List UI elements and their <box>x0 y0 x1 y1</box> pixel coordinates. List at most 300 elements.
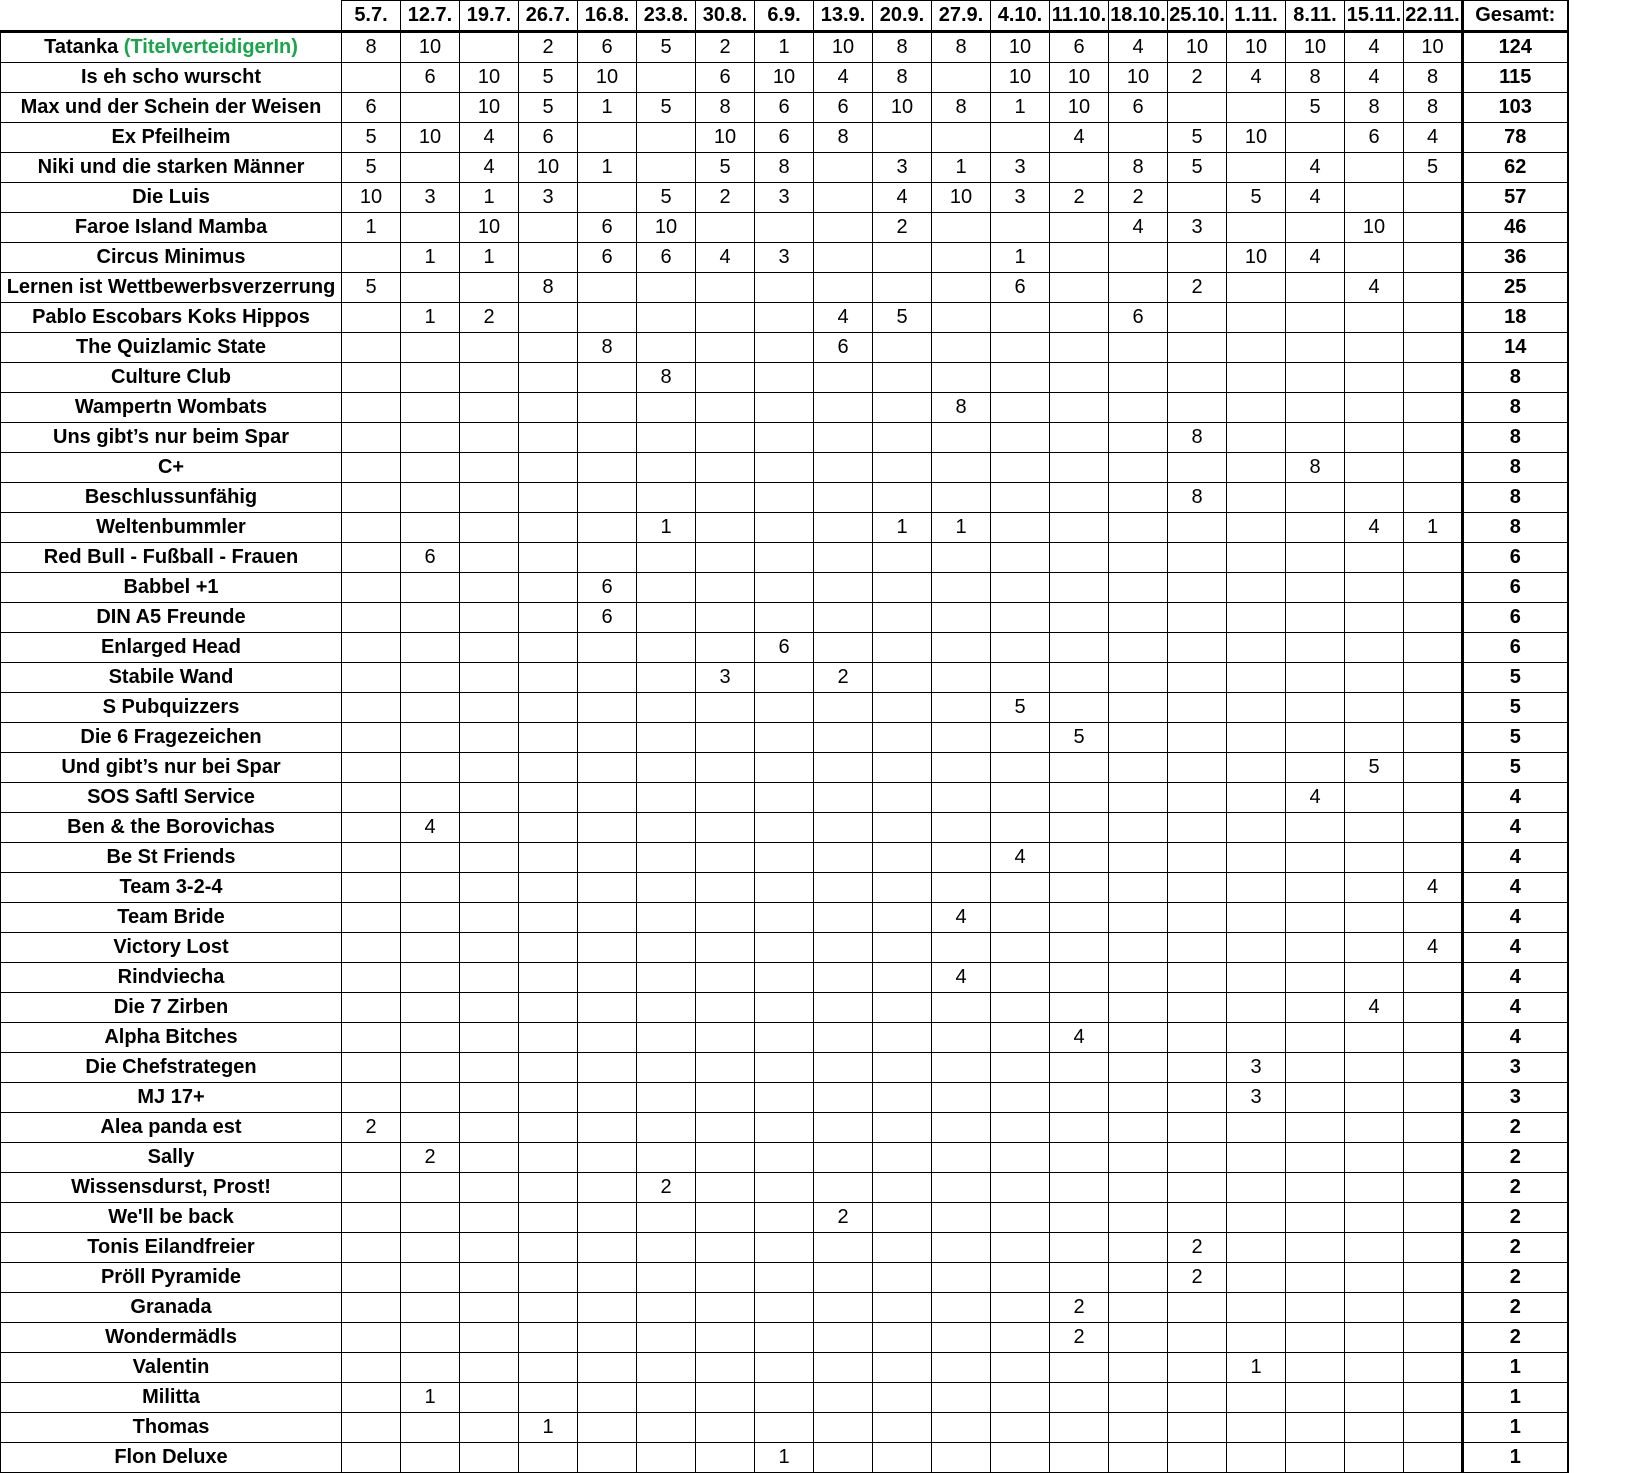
score-cell: 6 <box>1050 32 1109 63</box>
total-cell: 124 <box>1463 32 1568 63</box>
score-cell <box>696 843 755 873</box>
score-cell: 5 <box>1168 123 1227 153</box>
score-cell <box>1345 1113 1404 1143</box>
score-cell <box>1050 273 1109 303</box>
score-cell <box>519 663 578 693</box>
score-cell <box>578 723 637 753</box>
score-cell: 4 <box>1345 32 1404 63</box>
score-cell: 10 <box>932 183 991 213</box>
score-cell: 2 <box>696 183 755 213</box>
table-row <box>1 32 1568 63</box>
score-cell <box>519 603 578 633</box>
score-cell <box>1050 213 1109 243</box>
score-cell <box>696 213 755 243</box>
score-cell: 4 <box>814 303 873 333</box>
score-cell <box>814 573 873 603</box>
score-cell <box>1109 903 1168 933</box>
score-cell <box>932 1023 991 1053</box>
table-row <box>1 723 1568 753</box>
score-cell <box>519 1143 578 1173</box>
score-cell <box>1404 243 1463 273</box>
team-name-cell <box>1 213 342 243</box>
score-cell: 8 <box>1286 63 1345 93</box>
team-name: Alea panda est <box>100 1116 242 1138</box>
score-cell <box>696 963 755 993</box>
score-cell <box>401 1113 460 1143</box>
score-cell <box>991 123 1050 153</box>
score-cell <box>696 1383 755 1413</box>
date-header: 20.9. <box>873 1 932 32</box>
score-cell <box>696 1233 755 1263</box>
team-name-cell <box>1 723 342 753</box>
score-cell <box>1050 483 1109 513</box>
score-cell <box>873 1053 932 1083</box>
score-cell <box>1286 663 1345 693</box>
score-cell: 8 <box>932 393 991 423</box>
score-cell: 4 <box>1109 213 1168 243</box>
score-cell <box>1109 1263 1168 1293</box>
total-cell: 2 <box>1463 1113 1568 1143</box>
score-cell: 10 <box>1050 63 1109 93</box>
score-cell <box>637 813 696 843</box>
score-cell <box>1286 933 1345 963</box>
score-cell <box>873 843 932 873</box>
score-cell <box>873 753 932 783</box>
score-cell <box>1050 663 1109 693</box>
score-cell <box>696 423 755 453</box>
score-cell <box>578 1233 637 1263</box>
score-cell <box>460 843 519 873</box>
score-cell <box>814 903 873 933</box>
score-cell <box>1404 1233 1463 1263</box>
score-cell: 1 <box>460 243 519 273</box>
score-cell <box>814 423 873 453</box>
table-row <box>1 693 1568 723</box>
table-row <box>1 1023 1568 1053</box>
team-name-cell <box>1 153 342 183</box>
score-cell <box>932 1053 991 1083</box>
score-cell <box>401 783 460 813</box>
score-cell <box>1345 333 1404 363</box>
score-cell <box>1286 633 1345 663</box>
score-cell <box>1345 1293 1404 1323</box>
score-cell: 6 <box>578 213 637 243</box>
total-cell: 18 <box>1463 303 1568 333</box>
score-cell <box>1168 513 1227 543</box>
score-cell <box>696 723 755 753</box>
score-cell <box>932 573 991 603</box>
score-cell <box>1404 543 1463 573</box>
score-cell: 8 <box>873 63 932 93</box>
score-cell <box>637 393 696 423</box>
table-row <box>1 1263 1568 1293</box>
score-cell <box>1345 1233 1404 1263</box>
score-cell <box>460 933 519 963</box>
team-name-cell <box>1 1323 342 1353</box>
score-cell <box>991 783 1050 813</box>
score-cell <box>1404 633 1463 663</box>
score-cell <box>342 513 401 543</box>
score-cell <box>519 783 578 813</box>
score-cell <box>460 1053 519 1083</box>
score-cell: 4 <box>460 123 519 153</box>
total-header: Gesamt: <box>1463 1 1568 32</box>
total-cell: 6 <box>1463 603 1568 633</box>
score-cell <box>1404 843 1463 873</box>
score-cell <box>342 1173 401 1203</box>
score-cell <box>1050 543 1109 573</box>
score-cell <box>401 1353 460 1383</box>
score-cell <box>1109 1233 1168 1263</box>
score-cell <box>519 1023 578 1053</box>
score-cell <box>519 633 578 663</box>
score-cell <box>1286 273 1345 303</box>
score-cell <box>932 243 991 273</box>
score-cell <box>873 1413 932 1443</box>
score-cell <box>1345 543 1404 573</box>
score-cell <box>814 1023 873 1053</box>
score-cell <box>578 693 637 723</box>
score-cell <box>1050 153 1109 183</box>
table-row <box>1 183 1568 213</box>
score-cell <box>814 453 873 483</box>
score-cell <box>932 783 991 813</box>
team-name: Ben & the Borovichas <box>67 816 275 838</box>
score-cell: 2 <box>814 1203 873 1233</box>
score-cell <box>755 963 814 993</box>
score-cell <box>1227 303 1286 333</box>
score-cell <box>519 1353 578 1383</box>
score-cell <box>460 273 519 303</box>
table-row <box>1 753 1568 783</box>
score-cell <box>1286 753 1345 783</box>
score-cell: 4 <box>1345 513 1404 543</box>
score-cell <box>1168 333 1227 363</box>
score-cell <box>991 903 1050 933</box>
score-cell <box>1050 783 1109 813</box>
score-cell <box>1404 1263 1463 1293</box>
score-cell <box>814 513 873 543</box>
team-name-cell <box>1 753 342 783</box>
team-name-cell <box>1 543 342 573</box>
score-cell <box>696 873 755 903</box>
score-cell: 3 <box>1227 1053 1286 1083</box>
total-cell: 2 <box>1463 1233 1568 1263</box>
score-cell: 10 <box>401 123 460 153</box>
team-name-cell <box>1 243 342 273</box>
score-cell <box>755 303 814 333</box>
score-cell <box>873 903 932 933</box>
team-name: Niki und die starken Männer <box>37 156 305 178</box>
table-row <box>1 1173 1568 1203</box>
score-cell <box>1345 573 1404 603</box>
score-cell <box>1345 1083 1404 1113</box>
score-cell <box>342 1233 401 1263</box>
score-cell <box>814 1293 873 1323</box>
score-cell <box>1227 273 1286 303</box>
score-cell <box>578 783 637 813</box>
total-cell: 2 <box>1463 1293 1568 1323</box>
score-cell <box>1345 1263 1404 1293</box>
score-cell <box>1227 963 1286 993</box>
score-cell <box>814 1143 873 1173</box>
score-cell: 1 <box>401 303 460 333</box>
score-cell <box>932 663 991 693</box>
score-cell <box>755 573 814 603</box>
score-cell <box>637 423 696 453</box>
score-cell <box>637 1323 696 1353</box>
team-name: Wampertn Wombats <box>74 396 268 418</box>
score-cell <box>342 873 401 903</box>
score-cell <box>578 303 637 333</box>
score-cell <box>991 423 1050 453</box>
score-cell <box>1345 183 1404 213</box>
score-cell <box>342 363 401 393</box>
score-cell <box>814 243 873 273</box>
score-cell <box>342 723 401 753</box>
team-name: Wondermädls <box>105 1326 237 1348</box>
score-cell <box>1286 483 1345 513</box>
score-cell <box>342 1323 401 1353</box>
score-cell <box>460 813 519 843</box>
score-cell <box>1227 693 1286 723</box>
score-cell <box>696 1083 755 1113</box>
score-cell <box>755 1023 814 1053</box>
score-cell <box>755 453 814 483</box>
team-name: Tonis Eilandfreier <box>87 1236 255 1258</box>
team-name: Alpha Bitches <box>104 1026 238 1048</box>
team-name: Die Luis <box>132 186 210 208</box>
score-cell <box>637 843 696 873</box>
score-cell <box>1404 723 1463 753</box>
score-cell: 4 <box>1050 1023 1109 1053</box>
score-cell: 3 <box>519 183 578 213</box>
score-cell <box>755 273 814 303</box>
score-cell: 3 <box>991 153 1050 183</box>
score-cell <box>1109 243 1168 273</box>
score-cell <box>991 1413 1050 1443</box>
score-cell <box>519 423 578 453</box>
score-cell <box>814 963 873 993</box>
score-cell: 2 <box>1050 1293 1109 1323</box>
score-cell: 6 <box>991 273 1050 303</box>
score-cell <box>342 903 401 933</box>
score-cell <box>1345 423 1404 453</box>
score-cell <box>1345 813 1404 843</box>
score-cell <box>991 1083 1050 1113</box>
score-cell <box>1050 1383 1109 1413</box>
team-name: Tatanka <box>44 36 119 58</box>
team-name: Ex Pfeilheim <box>111 126 231 148</box>
score-cell <box>755 1263 814 1293</box>
score-cell <box>519 963 578 993</box>
score-cell <box>873 1143 932 1173</box>
score-cell <box>873 1023 932 1053</box>
total-cell: 62 <box>1463 153 1568 183</box>
score-cell <box>342 843 401 873</box>
total-cell: 1 <box>1463 1413 1568 1443</box>
score-cell <box>1286 813 1345 843</box>
score-cell: 6 <box>755 123 814 153</box>
score-cell <box>1050 963 1109 993</box>
score-cell <box>1109 873 1168 903</box>
score-cell <box>1168 813 1227 843</box>
score-cell <box>1168 963 1227 993</box>
score-cell <box>1404 1173 1463 1203</box>
score-cell <box>814 753 873 783</box>
score-cell: 10 <box>696 123 755 153</box>
table-row <box>1 873 1568 903</box>
score-cell <box>991 303 1050 333</box>
score-cell: 1 <box>1227 1353 1286 1383</box>
score-cell <box>873 663 932 693</box>
score-cell <box>873 273 932 303</box>
date-header: 13.9. <box>814 1 873 32</box>
score-cell <box>519 1083 578 1113</box>
score-cell <box>696 543 755 573</box>
team-name-cell <box>1 93 342 123</box>
score-cell <box>1109 483 1168 513</box>
score-cell: 5 <box>1404 153 1463 183</box>
team-name: Faroe Island Mamba <box>74 216 268 238</box>
score-cell <box>578 633 637 663</box>
score-cell: 8 <box>814 123 873 153</box>
score-cell <box>1404 753 1463 783</box>
total-cell: 103 <box>1463 93 1568 123</box>
team-name: Die 6 Fragezeichen <box>80 726 262 748</box>
score-cell: 3 <box>755 183 814 213</box>
score-cell: 2 <box>401 1143 460 1173</box>
score-cell <box>342 483 401 513</box>
score-cell <box>1050 423 1109 453</box>
date-header: 1.11. <box>1227 1 1286 32</box>
score-cell <box>696 633 755 663</box>
score-cell <box>814 1383 873 1413</box>
score-cell <box>401 1173 460 1203</box>
total-cell: 57 <box>1463 183 1568 213</box>
score-cell <box>637 453 696 483</box>
team-name-cell <box>1 1413 342 1443</box>
team-name: We'll be back <box>108 1206 234 1228</box>
team-name: S Pubquizzers <box>102 696 240 718</box>
score-cell <box>1109 1383 1168 1413</box>
score-cell <box>1227 213 1286 243</box>
score-cell <box>991 1173 1050 1203</box>
score-cell <box>1286 1233 1345 1263</box>
score-cell <box>696 1293 755 1323</box>
score-cell: 6 <box>401 63 460 93</box>
score-cell <box>1050 933 1109 963</box>
score-cell <box>578 1323 637 1353</box>
score-cell <box>460 1263 519 1293</box>
score-cell <box>519 243 578 273</box>
score-cell: 2 <box>637 1173 696 1203</box>
score-cell: 6 <box>578 243 637 273</box>
score-cell <box>342 693 401 723</box>
score-cell <box>578 393 637 423</box>
table-row <box>1 813 1568 843</box>
score-cell <box>1109 513 1168 543</box>
score-cell: 4 <box>932 903 991 933</box>
score-cell <box>1168 723 1227 753</box>
score-cell <box>401 1323 460 1353</box>
score-cell <box>1345 723 1404 753</box>
team-name-cell <box>1 1383 342 1413</box>
score-cell <box>1168 1293 1227 1323</box>
score-cell: 2 <box>342 1113 401 1143</box>
score-cell <box>460 723 519 753</box>
score-cell <box>578 813 637 843</box>
score-cell <box>1227 1173 1286 1203</box>
total-cell: 8 <box>1463 423 1568 453</box>
score-cell <box>755 1383 814 1413</box>
score-cell <box>519 1203 578 1233</box>
score-cell <box>1404 993 1463 1023</box>
score-cell <box>932 843 991 873</box>
score-cell <box>932 363 991 393</box>
score-cell <box>932 633 991 663</box>
score-cell <box>814 933 873 963</box>
score-cell <box>1345 1203 1404 1233</box>
score-cell <box>519 333 578 363</box>
score-cell <box>755 663 814 693</box>
team-name: Circus Minimus <box>96 246 246 268</box>
score-cell <box>755 843 814 873</box>
score-cell <box>991 633 1050 663</box>
score-cell <box>1345 1443 1404 1473</box>
team-name: Rindviecha <box>117 966 225 988</box>
total-cell: 2 <box>1463 1323 1568 1353</box>
score-cell <box>1286 513 1345 543</box>
score-cell: 6 <box>755 633 814 663</box>
team-name-cell <box>1 513 342 543</box>
score-cell <box>342 243 401 273</box>
score-cell <box>1050 693 1109 723</box>
score-cell <box>1168 663 1227 693</box>
score-cell <box>1404 393 1463 423</box>
score-cell <box>578 1443 637 1473</box>
score-cell <box>401 993 460 1023</box>
score-cell: 8 <box>932 93 991 123</box>
score-cell: 6 <box>342 93 401 123</box>
score-cell <box>991 1323 1050 1353</box>
team-name: Team 3-2-4 <box>119 876 223 898</box>
score-cell <box>578 543 637 573</box>
score-cell: 10 <box>342 183 401 213</box>
score-cell <box>401 1263 460 1293</box>
score-cell <box>755 483 814 513</box>
score-cell <box>401 1413 460 1443</box>
score-cell <box>696 753 755 783</box>
score-cell <box>519 813 578 843</box>
score-cell <box>755 1233 814 1263</box>
score-cell: 4 <box>1345 63 1404 93</box>
score-cell <box>1404 213 1463 243</box>
score-cell <box>460 1323 519 1353</box>
total-cell: 14 <box>1463 333 1568 363</box>
score-cell <box>1109 1323 1168 1353</box>
score-cell <box>578 273 637 303</box>
score-cell: 4 <box>814 63 873 93</box>
score-cell <box>578 903 637 933</box>
score-cell <box>401 873 460 903</box>
team-name: Flon Deluxe <box>114 1446 228 1468</box>
score-cell <box>519 363 578 393</box>
score-cell: 1 <box>991 243 1050 273</box>
score-cell: 1 <box>1404 513 1463 543</box>
score-cell <box>637 1233 696 1263</box>
score-cell <box>755 933 814 963</box>
